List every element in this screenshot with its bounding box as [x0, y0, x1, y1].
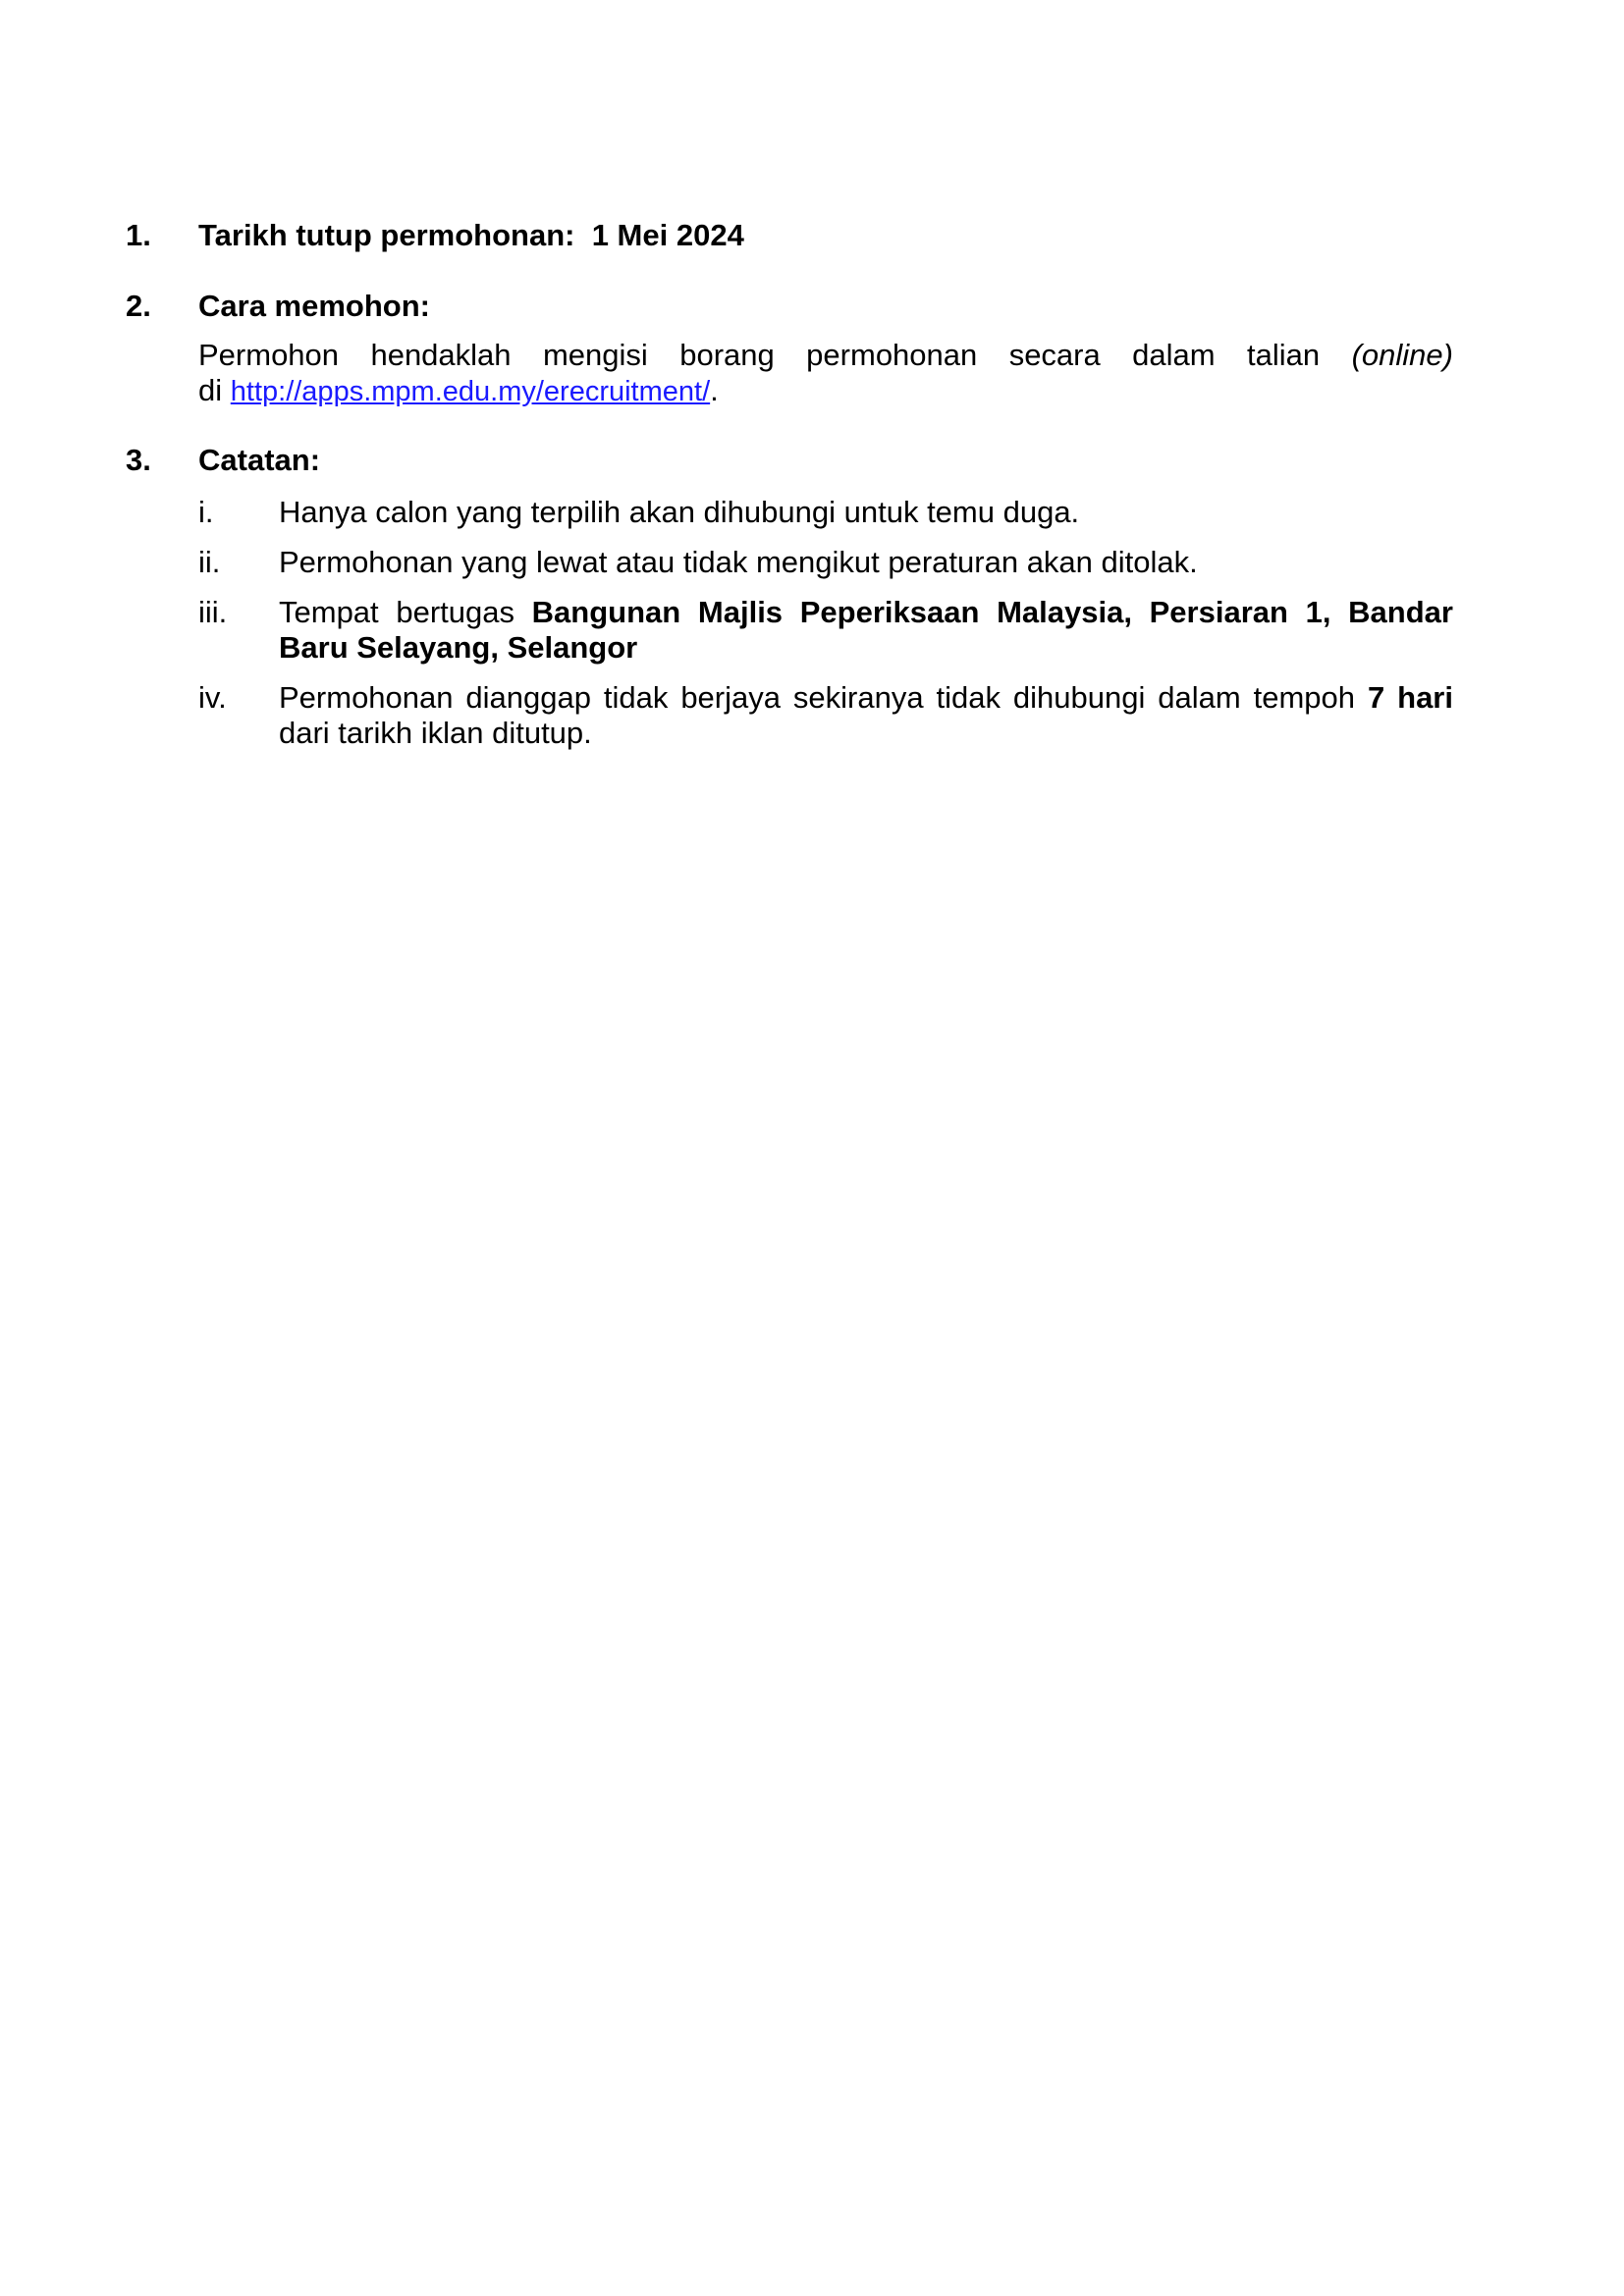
how-to-apply-paragraph — [198, 338, 1453, 409]
item-number: 2. — [126, 289, 151, 323]
note-line-1 — [279, 680, 1453, 716]
paragraph-text: Permohon hendaklah mengisi borang permohonan secara dalam talian — [198, 338, 1321, 372]
paragraph-italic: (online) — [1351, 338, 1453, 372]
closing-date-heading — [198, 218, 744, 253]
closing-date-label: Tarikh tutup permohonan: — [198, 218, 575, 252]
notes-heading: Catatan: — [198, 443, 321, 477]
period-bold: 7 hari — [1367, 680, 1453, 715]
how-to-apply-heading: Cara memohon: — [198, 289, 430, 323]
closing-date-value: 1 Mei 2024 — [591, 218, 744, 252]
note-roman-numeral: ii. — [198, 545, 221, 579]
item-number: 3. — [126, 443, 151, 477]
item-number: 1. — [126, 218, 151, 252]
note-roman-numeral: iv. — [198, 680, 227, 715]
note-roman-numeral: i. — [198, 495, 214, 529]
note-text — [279, 680, 1453, 751]
note-line-1 — [279, 595, 1453, 630]
note-text — [279, 595, 1453, 666]
work-location-bold-line-2: Baru Selayang, Selangor — [279, 630, 638, 665]
erecruitment-link[interactable]: http://apps.mpm.edu.my/erecruitment/ — [230, 376, 711, 407]
paragraph-prefix: di — [198, 373, 223, 407]
note-plain-text: Tempat bertugas — [279, 595, 514, 629]
paragraph-line-1 — [198, 338, 1453, 373]
note-roman-numeral: iii. — [198, 595, 228, 629]
paragraph-suffix: . — [710, 373, 719, 407]
note-line-2: dari tarikh iklan ditutup. — [279, 716, 592, 750]
work-location-bold: Bangunan Majlis Peperiksaan Malaysia, Persiaran 1, Bandar — [531, 595, 1453, 629]
paragraph-line-2 — [198, 373, 719, 407]
note-line-1-text: Permohonan dianggap tidak berjaya sekiranya tidak dihubungi dalam tempoh — [279, 680, 1356, 715]
note-text: Permohonan yang lewat atau tidak mengikut peraturan akan ditolak. — [279, 545, 1198, 579]
note-text: Hanya calon yang terpilih akan dihubungi untuk temu duga. — [279, 495, 1080, 529]
